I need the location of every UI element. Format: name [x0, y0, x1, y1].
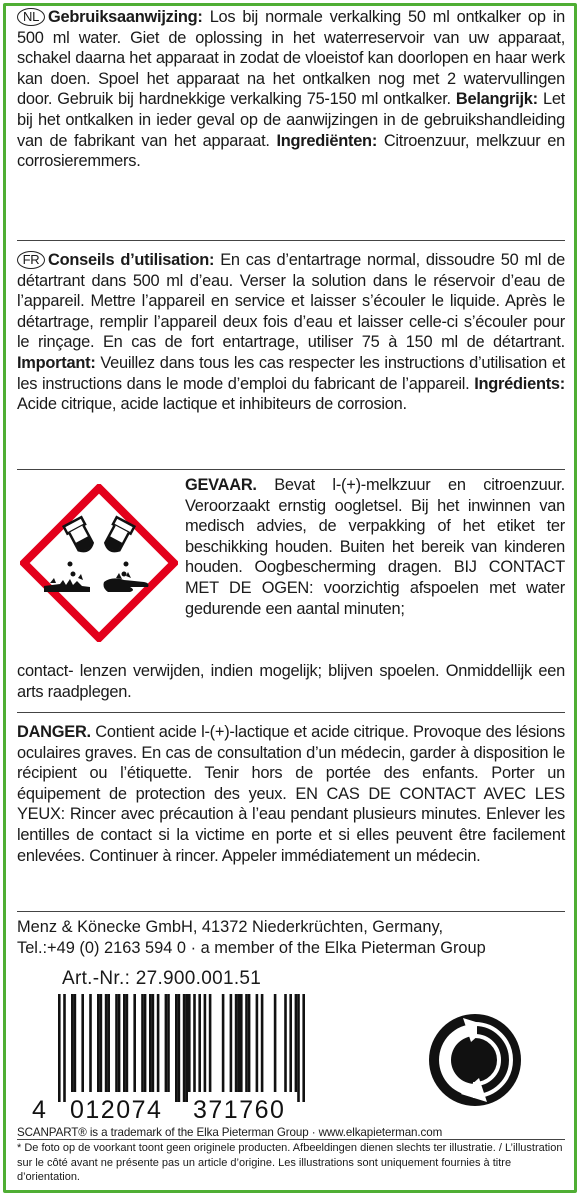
barcode-bar [204, 994, 207, 1092]
barcode-bar [126, 994, 129, 1092]
nl-text-2: Let bij het ontkalken in ieder geval op de aanwijzingen in de gebruikshandleiding van de fabrikant van het apparaat. [17, 90, 565, 150]
danger-label: DANGER. [17, 723, 91, 741]
barcode-bar [235, 994, 238, 1092]
barcode-bar [297, 994, 300, 1102]
barcode-bar [274, 994, 277, 1092]
barcode-bar [302, 994, 305, 1102]
barcode-group-1: 012074 [70, 1096, 163, 1120]
fr-heading: Conseils d’utilisation: [48, 251, 215, 269]
barcode [30, 994, 360, 1120]
trademark-line: SCANPART® is a trademark of the Elka Pieterman Group · www.elkapieterman.com [17, 1126, 443, 1139]
fr-text-3: Acide citrique, acide lactique et inhibiteurs de corrosion. [17, 395, 407, 414]
divider [17, 240, 565, 241]
barcode-bar [141, 994, 144, 1092]
barcode-bar [74, 994, 77, 1092]
fr-text-2: Veuillez dans tous les cas respecter les instructions d’utilisation et les instructions dans le mode d’emploi du fabricant de l’appareil. [17, 353, 565, 393]
barcode-bar [100, 994, 103, 1092]
gevaar-label: GEVAAR. [185, 476, 257, 494]
divider [17, 712, 565, 713]
danger-warning [17, 722, 565, 866]
disclaimer: * De foto op de voorkant toont geen originele producten. Afbeeldingen dienen slechts ter illustratie. / L’illustration sur le côté avant ne présente pas un article d’origine. Les illustrations sont uniquement fournies à titre d’orientation. [17, 1142, 563, 1183]
barcode-bar [118, 994, 121, 1092]
barcode-bar [284, 994, 287, 1092]
barcode-bar [58, 994, 61, 1102]
barcode-bar [183, 994, 186, 1102]
nl-badge: NL [17, 8, 45, 26]
barcode-bar [256, 994, 259, 1092]
nl-text-3: Citroenzuur, melkzuur en corrosieremmers. [17, 131, 565, 171]
barcode-bar [157, 994, 160, 1092]
barcode-bar [63, 994, 66, 1102]
fr-badge: FR [17, 251, 45, 269]
barcode-first-digit: 4 [32, 1096, 48, 1120]
fr-text-1: En cas d’entartrage normal, dissoudre 50 ml de détartrant dans 500 ml d’eau. Verser la solution dans le réservoir d’eau de l’appareil. Mettre l’appareil en service et laisser s’écouler le liquide. Après le détartrage, remplir l’appareil deux fois d’eau et laisser celle-ci s’écouler pour le rinçage. En cas de fort entartrage, utiliser 75 à 150 ml de détartrant. [17, 251, 565, 352]
barcode-bar [185, 994, 188, 1102]
divider [17, 1139, 565, 1140]
green-dot-recycle-icon [427, 1012, 523, 1108]
barcode-group-2: 371760 [193, 1096, 286, 1120]
fr-instructions [17, 250, 565, 415]
barcode-bar [237, 994, 240, 1092]
barcode-bar [295, 994, 298, 1092]
barcode-bar [261, 994, 264, 1092]
nl-heading: Gebruiksaanwijzing: [48, 8, 203, 26]
company-line-2: Tel.:+49 (0) 2163 594 0 · a member of the Elka Pieterman Group [17, 939, 486, 957]
company-info [17, 917, 565, 959]
barcode-bar [175, 994, 178, 1102]
barcode-bar [178, 994, 181, 1102]
barcode-bar [198, 994, 201, 1092]
divider [17, 469, 565, 470]
fr-ingredients-label: Ingrédients: [474, 374, 565, 393]
nl-ingredients-label: Ingrediënten: [276, 131, 378, 150]
gevaar-text-top: Bevat l-(+)-melkzuur en citroenzuur. Veroorzaakt ernstig oogletsel. Bij het inwinnen van medisch advies, de verpakking of het etiket ter beschikking houden. Buiten het bereik van kinderen houden. Oogbescherming dragen. BIJ CONTACT MET DE OGEN: voorzichtig afspoelen met water gedurende een aantal minuten; [185, 476, 565, 618]
barcode-bar [188, 994, 191, 1092]
barcode-bar [144, 994, 147, 1092]
barcode-bar [245, 994, 248, 1092]
barcode-bar [123, 994, 126, 1092]
barcode-bar [165, 994, 168, 1092]
barcode-bar [81, 994, 84, 1092]
barcode-bar [289, 994, 292, 1092]
barcode-bar [133, 994, 136, 1092]
corrosive-hazard-icon [20, 484, 178, 642]
barcode-bar [89, 994, 92, 1092]
barcode-bar [97, 994, 100, 1092]
barcode-bar [248, 994, 251, 1092]
barcode-bar [105, 994, 108, 1092]
gevaar-warning [185, 475, 565, 619]
barcode-bar [193, 994, 196, 1092]
barcode-bar [222, 994, 225, 1092]
barcode-bar [230, 994, 233, 1092]
barcode-bar [115, 994, 118, 1092]
barcode-bar [152, 994, 155, 1092]
barcode-bar [71, 994, 74, 1092]
barcode-bar [167, 994, 170, 1092]
nl-important-label: Belangrijk: [455, 90, 538, 109]
divider [17, 911, 565, 912]
barcode-bar [149, 994, 152, 1092]
danger-text: Contient acide l-(+)-lactique et acide citrique. Provoque des lésions oculaires graves. En cas de consultation d’un médecin, garder à disposition le récipient ou l’étiquette. Tenir hors de portée des enfants. Porter un équipement de protection des yeux. EN CAS DE CONTACT AVEC LES YEUX: Rincer avec précaution à l’eau pendant plusieurs minutes. Enlever les lentilles de contact si la victime en porte et si elles peuvent être facilement enlevées. Continuer à rincer. Appeler immédiatement un médecin. [17, 723, 565, 865]
nl-text-1: Los bij normale verkalking 50 ml ontkalker op in 500 ml water. Giet de oplossing in het waterreservoir van uw apparaat, schakel daarna het apparaat in zodat de vloeistof kan doorlopen en haar werk kan doen. Spoel het apparaat na het ontkalken nog met 2 watervullingen door. Gebruik bij hardnekkige verkalking 75-150 ml ontkalker. [17, 8, 565, 109]
article-number: Art.-Nr.: 27.900.001.51 [62, 968, 262, 989]
barcode-bar [240, 994, 243, 1092]
barcode-bar [209, 994, 212, 1092]
barcode-bar [107, 994, 110, 1092]
fr-important-label: Important: [17, 353, 96, 372]
nl-instructions [17, 7, 565, 172]
gevaar-warning-continued: contact- lenzen verwijden, indien mogelijk; blijven spoelen. Onmiddellijk een arts raadplegen. [17, 662, 565, 701]
company-line-1: Menz & Könecke GmbH, 41372 Niederkrüchten, Germany, [17, 918, 444, 936]
